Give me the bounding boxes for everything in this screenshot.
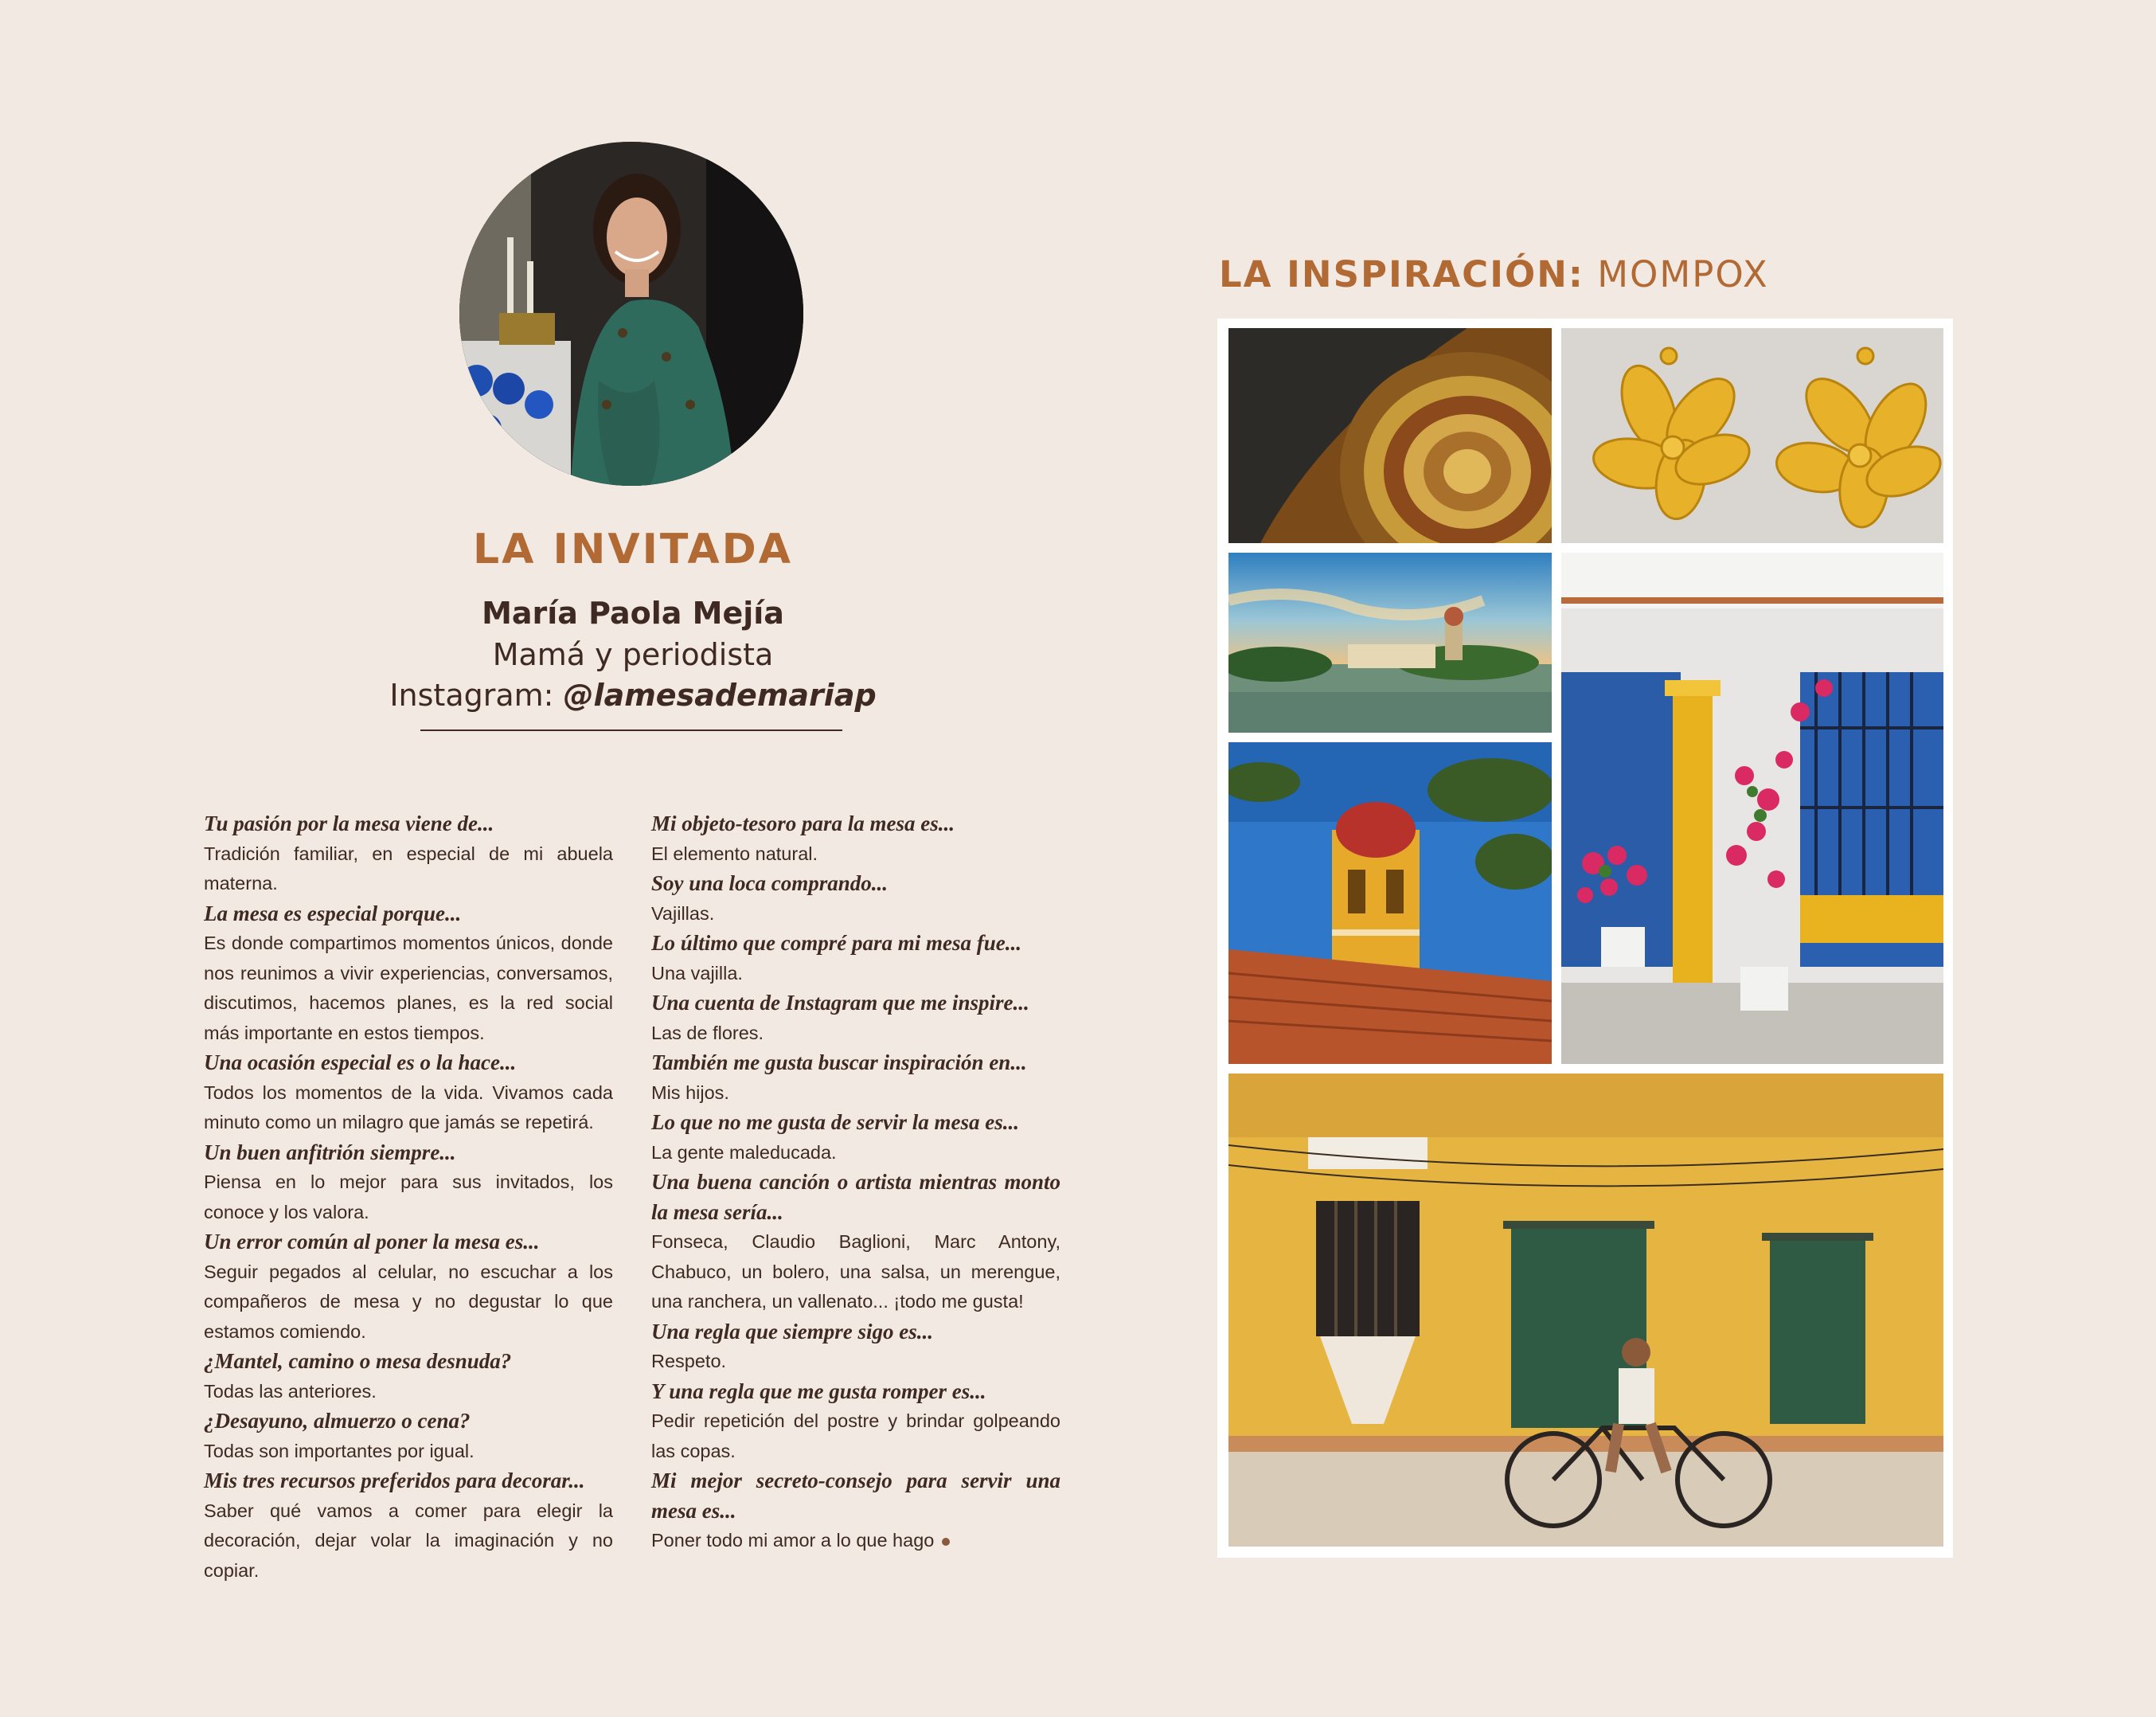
question: Y una regla que me gusta romper es...	[651, 1379, 986, 1403]
photo-church-tower	[1228, 742, 1552, 1064]
divider-rule	[420, 729, 842, 731]
instagram-handle[interactable]: @lamesademariap	[563, 678, 877, 713]
inspiration-heading-place: MOMPOX	[1597, 253, 1769, 295]
answer: Una vajilla.	[651, 962, 743, 984]
question: La mesa es especial porque...	[204, 901, 462, 925]
answer: Piensa en lo mejor para sus invitados, los conoce y los valora.	[204, 1171, 613, 1222]
question: Lo que no me gusta de servir la mesa es...	[651, 1110, 1019, 1134]
photo-yellow-street-cyclist	[1228, 1074, 1943, 1547]
answer-last	[651, 1526, 1060, 1556]
answer: Fonseca, Claudio Baglioni, Marc Antony, Chabuco, un bolero, una salsa, un merengue, una ranchera, un vallenato... ¡todo me gusta!	[651, 1231, 1060, 1312]
answer: Tradición familiar, en especial de mi abuela materna.	[204, 843, 613, 894]
answer: Respeto.	[651, 1351, 727, 1371]
inspiration-heading-strong: LA INSPIRACIÓN:	[1219, 253, 1584, 295]
question: Mi mejor secreto-consejo para servir una mesa es...	[651, 1469, 1060, 1523]
end-mark-icon	[942, 1538, 950, 1546]
question: ¿Mantel, camino o mesa desnuda?	[204, 1349, 512, 1373]
question: Tu pasión por la mesa viene de...	[204, 812, 494, 835]
question: Mi objeto-tesoro para la mesa es...	[651, 812, 955, 835]
photo-collage	[1217, 319, 1953, 1558]
answer: Pedir repetición del postre y brindar golpeando las copas.	[651, 1410, 1060, 1461]
photo-colonial-facade-flowers	[1561, 553, 1943, 1064]
answer-text: Poner todo mi amor a lo que hago	[651, 1530, 935, 1551]
answer: Seguir pegados al celular, no escuchar a los compañeros de mesa y no degustar lo que estamos comiendo.	[204, 1261, 613, 1342]
photo-filigree-earrings	[1561, 328, 1943, 543]
qa-column-1	[204, 809, 613, 1586]
question: Un error común al poner la mesa es...	[204, 1230, 540, 1254]
guest-portrait	[459, 142, 803, 486]
answer: Todas las anteriores.	[204, 1380, 377, 1402]
question: ¿Desayuno, almuerzo o cena?	[204, 1409, 471, 1433]
guest-role: Mamá y periodista	[492, 637, 774, 672]
question: Una buena canción o artista mientras monto la mesa sería...	[651, 1170, 1060, 1224]
guest-name: María Paola Mejía	[482, 596, 784, 631]
question: Mis tres recursos preferidos para decorar...	[204, 1469, 585, 1492]
question: Un buen anfitrión siempre...	[204, 1140, 456, 1164]
answer: Es donde compartimos momentos únicos, donde nos reunimos a vivir experiencias, conversamos, discutimos, hacemos planes, es la red social más importante en estos tiempos.	[204, 933, 613, 1043]
answer: Saber qué vamos a comer para elegir la decoración, dejar volar la imaginación y no copiar.	[204, 1500, 613, 1581]
inspiration-heading	[1219, 253, 1769, 295]
photo-river-town	[1228, 553, 1552, 733]
answer: Todos los momentos de la vida. Vivamos cada minuto como un milagro que jamás se repetirá.	[204, 1081, 613, 1132]
answer: Mis hijos.	[651, 1081, 729, 1103]
question: Una cuenta de Instagram que me inspire...	[651, 991, 1029, 1015]
question: Una ocasión especial es o la hace...	[204, 1050, 517, 1074]
answer: Las de flores.	[651, 1022, 764, 1043]
answer: Vajillas.	[651, 902, 715, 924]
guest-instagram	[334, 678, 932, 713]
answer: Todas son importantes por igual.	[204, 1440, 475, 1461]
guest-heading: LA INVITADA	[472, 526, 794, 573]
answer: La gente maleducada.	[651, 1141, 837, 1163]
instagram-label: Instagram:	[389, 678, 554, 713]
question: Soy una loca comprando...	[651, 871, 889, 895]
question: Lo último que compré para mi mesa fue...	[651, 931, 1021, 955]
qa-column-2	[651, 809, 1060, 1556]
question: Una regla que siempre sigo es...	[651, 1319, 933, 1343]
photo-filigree-closeup	[1228, 328, 1552, 543]
answer: El elemento natural.	[651, 843, 818, 864]
question: También me gusta buscar inspiración en...	[651, 1050, 1027, 1074]
